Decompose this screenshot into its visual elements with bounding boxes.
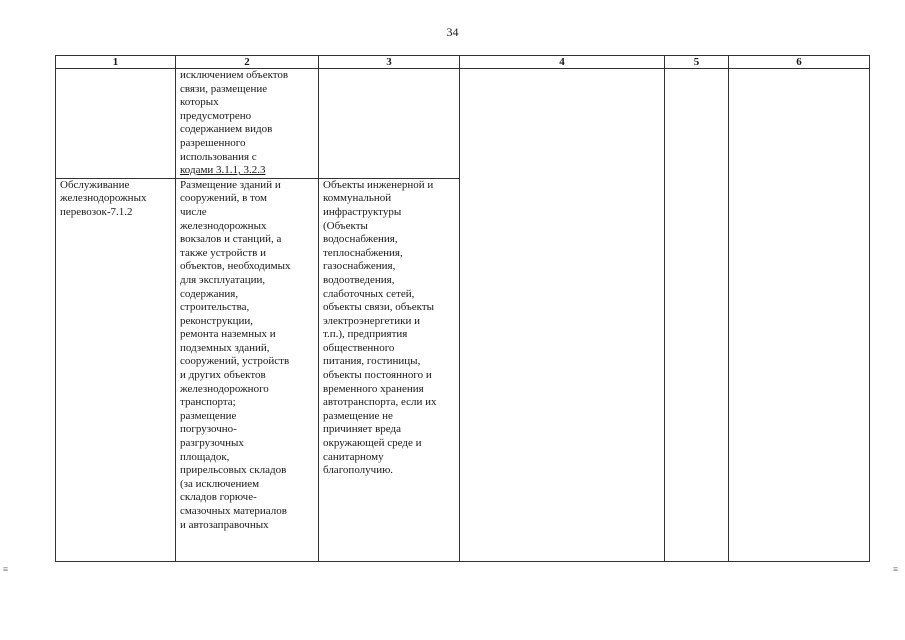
zoning-table: [55, 55, 870, 562]
scan-edge-mark: ≡: [3, 564, 9, 574]
column-header-2: 2: [176, 56, 319, 69]
table-row: [56, 69, 870, 179]
land-use-description: Размещение зданий и сооружений, в том числе железнодорожных вокзалов и станций, а также устройств и объектов, необходимых для эксплуатации, содержания, строительства, реконструкции, ремонта наземных и подземных зданий, сооружений, устройств и других объектов железнодорожного транспорта; размещение погрузочно- разгрузочных площадок, прирельсовых складов (за исключением складов горюче- смазочных материалов и автозаправочных: [180, 178, 291, 531]
table-cell: [729, 69, 870, 562]
table-cell: [56, 69, 176, 179]
table-cell: [319, 178, 460, 561]
column-header-1: 1: [56, 56, 176, 69]
table-cell: [176, 69, 319, 179]
scan-edge-mark: ≡: [893, 564, 899, 574]
column-header-3: 3: [319, 56, 460, 69]
table-cell: [460, 69, 665, 562]
auxiliary-uses: Объекты инженерной и коммунальной инфраструктуры (Объекты водоснабжения, теплоснабжения, газоснабжения, водоотведения, слаботочных сетей, объекты связи, объекты электроэнергетики и т.п.), предприятия общественного питания, гостиницы, объекты постоянного и временного хранения автотранспорта, если их размещение не причиняет вреда окружающей среде и санитарному благополучию.: [323, 178, 437, 477]
table-cell: [56, 178, 176, 561]
page-number: 34: [446, 25, 459, 39]
table-cell: [665, 69, 729, 562]
column-header-5: 5: [665, 56, 729, 69]
code-reference: кодами 3.1.1, 3.2.3: [180, 164, 266, 177]
land-use-type: Обслуживание железнодорожных перевозок-7.1.2: [60, 178, 147, 218]
column-header-4: 4: [460, 56, 665, 69]
table-cell: [319, 69, 460, 179]
table-cell: [176, 178, 319, 561]
table-header-row: [56, 56, 870, 69]
column-header-6: 6: [729, 56, 870, 69]
continued-text: исключением объектов связи, размещение которых предусмотрено содержанием видов разрешенного использования с: [180, 69, 289, 163]
